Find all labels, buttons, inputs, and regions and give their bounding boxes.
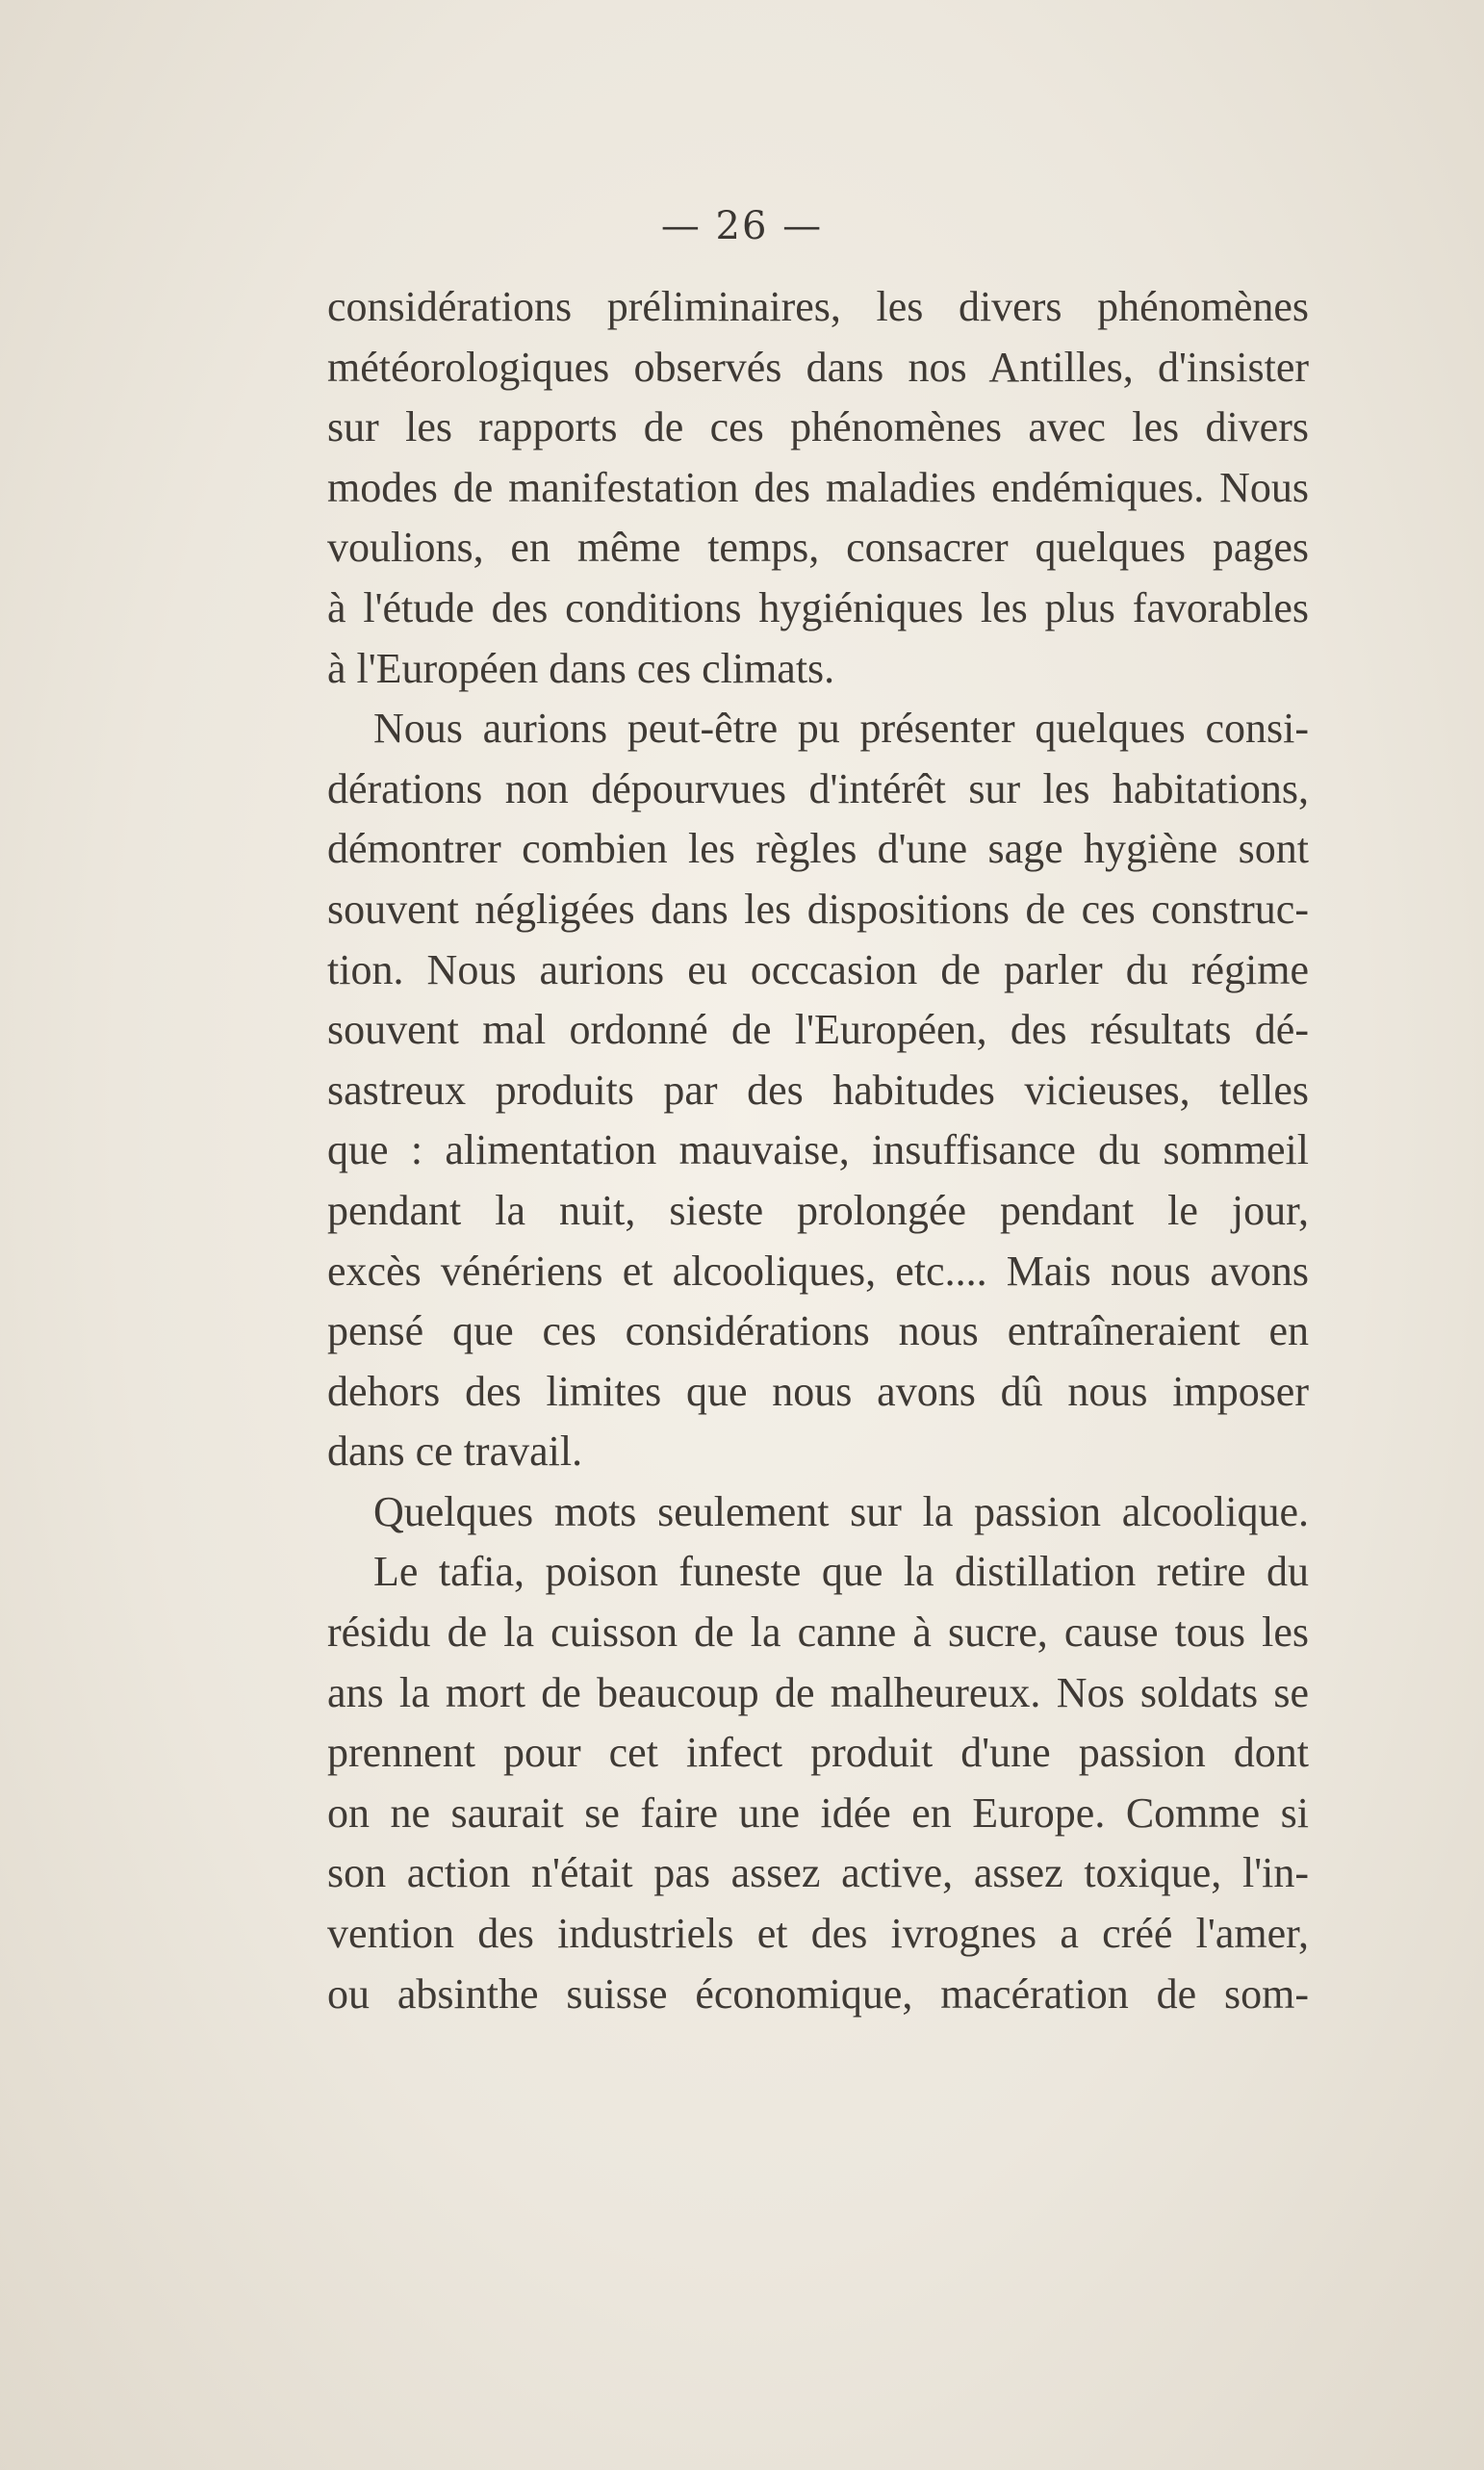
text-line: voulions, en même temps, consacrer quelques pages: [327, 524, 1309, 572]
text-line: Quelques mots seulement sur la passion alcoolique.: [373, 1487, 1309, 1535]
text-line: résidu de la cuisson de la canne à sucre, cause tous les: [327, 1608, 1309, 1657]
text-line: Le tafia, poison funeste que la distillation retire du: [373, 1548, 1309, 1596]
text-line: dehors des limites que nous avons dû nous imposer: [327, 1367, 1309, 1415]
text-line: ans la mort de beaucoup de malheureux. Nos soldats se: [327, 1668, 1309, 1716]
text-line: tion. Nous aurions eu occcasion de parler du régime: [327, 945, 1309, 993]
text-line: souvent négligées dans les dispositions de ces construc-: [327, 885, 1309, 933]
text-line: dans ce travail.: [327, 1428, 583, 1476]
text-line: dérations non dépourvues d'intérêt sur les habitations,: [327, 764, 1309, 812]
text-line: modes de manifestation des maladies endémiques. Nous: [327, 463, 1309, 511]
text-line: souvent mal ordonné de l'Européen, des résultats dé-: [327, 1006, 1309, 1054]
text-line: Nous aurions peut-être pu présenter quelques consi-: [373, 705, 1309, 753]
text-line: sastreux produits par des habitudes vicieuses, telles: [327, 1066, 1309, 1114]
page-number: — 26 —: [660, 204, 824, 248]
text-line: pendant la nuit, sieste prolongée pendant le jour,: [327, 1186, 1309, 1234]
text-line: à l'étude des conditions hygiéniques les plus favorables: [327, 583, 1309, 631]
text-line: que : alimentation mauvaise, insuffisance du sommeil: [327, 1126, 1309, 1174]
text-line: démontrer combien les règles d'une sage hygiène sont: [327, 825, 1309, 873]
text-line: sur les rapports de ces phénomènes avec les divers: [327, 403, 1309, 451]
text-line: son action n'était pas assez active, assez toxique, l'in-: [327, 1849, 1309, 1897]
text-line: pensé que ces considérations nous entraîneraient en: [327, 1307, 1309, 1355]
text-line: météorologiques observés dans nos Antilles, d'insister: [327, 343, 1309, 391]
text-line: on ne saurait se faire une idée en Europe. Comme si: [327, 1788, 1309, 1837]
text-line: excès vénériens et alcooliques, etc.... Mais nous avons: [327, 1247, 1309, 1295]
text-line: considérations préliminaires, les divers phénomènes: [327, 283, 1309, 330]
text-line: à l'Européen dans ces climats.: [327, 644, 835, 692]
text-line: ou absinthe suisse économique, macération de som-: [327, 1969, 1309, 2018]
text-line: vention des industriels et des ivrognes a créé l'amer,: [327, 1910, 1309, 1958]
body-text: [327, 277, 1309, 2024]
text-line: prennent pour cet infect produit d'une passion dont: [327, 1729, 1309, 1777]
